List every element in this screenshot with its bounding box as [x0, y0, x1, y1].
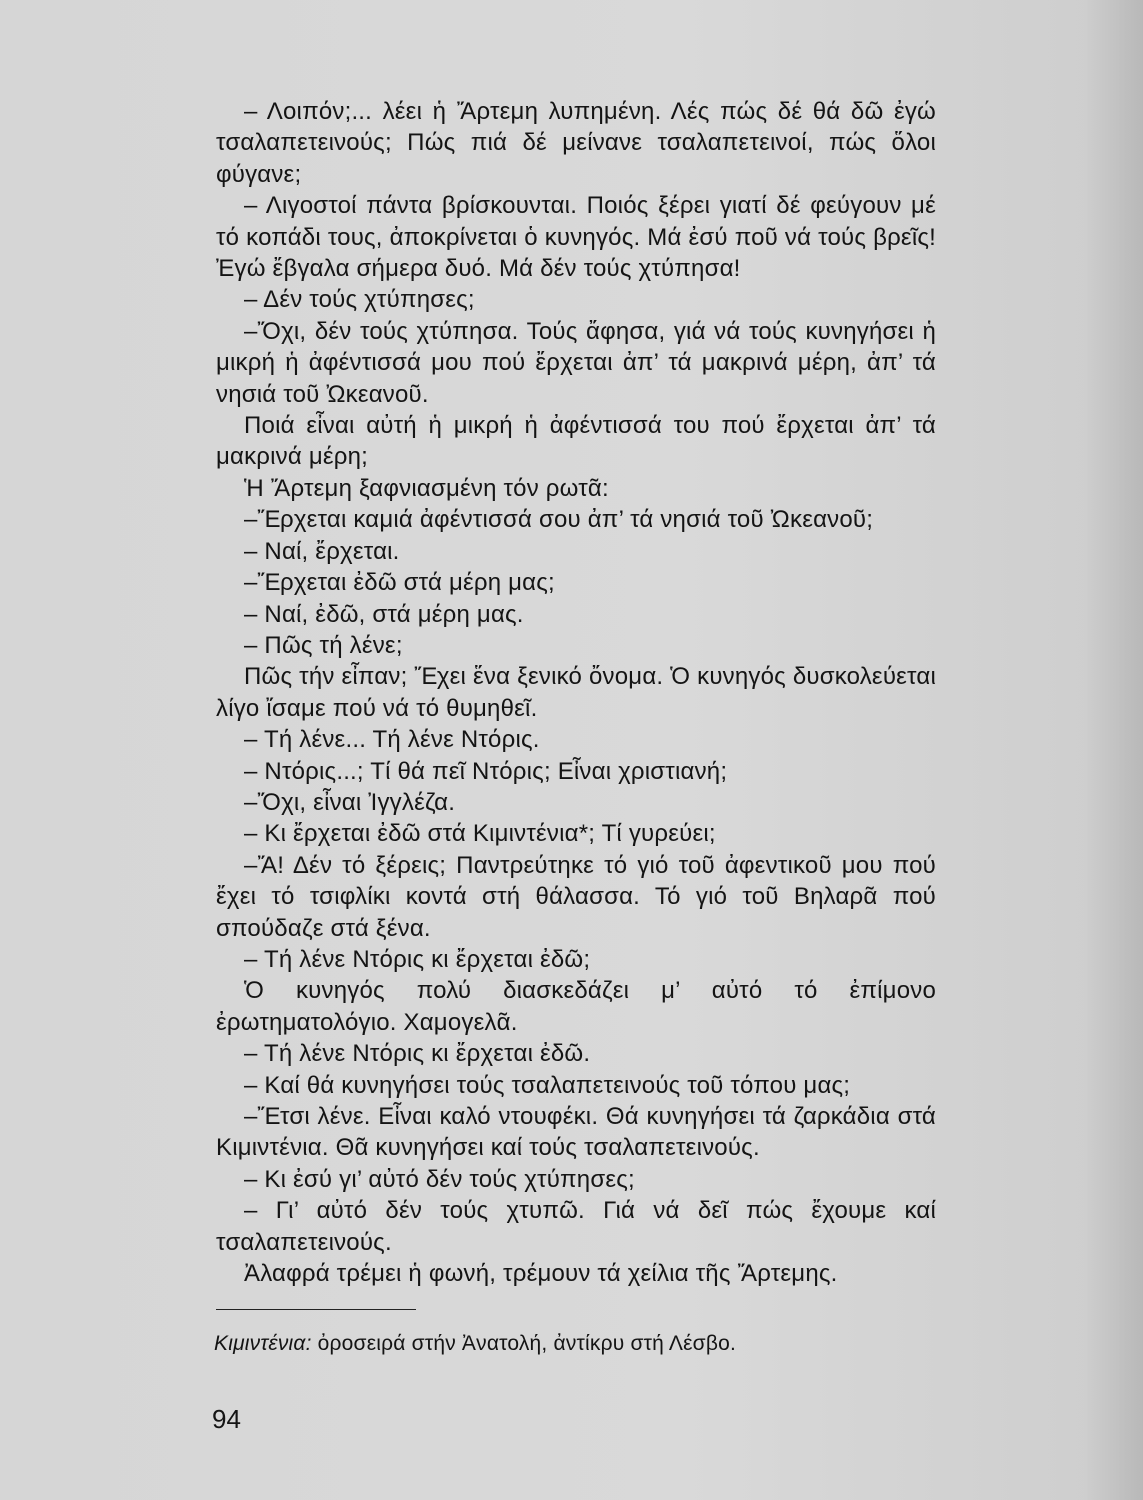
- paragraph: –Ὄχι, δέν τούς χτύπησα. Τούς ἄφησα, γιά νά τούς κυνηγήσει ἡ μικρή ἡ ἀφέντισσά μου πού ἔρχεται ἀπ’ τά μακρινά μέρη, ἀπ’ τά νησιά τοῦ Ὠκεανοῦ.: [216, 317, 936, 408]
- page-number: 94: [212, 1404, 241, 1434]
- paragraph: – Ναί, ἐδῶ, στά μέρη μας.: [244, 600, 524, 628]
- paragraph: – Ναί, ἔρχεται.: [244, 537, 400, 565]
- paragraph: – Κι ἐσύ γι’ αὐτό δέν τούς χτύπησες;: [244, 1165, 635, 1193]
- paragraph: – Γι’ αὐτό δέν τούς χτυπῶ. Γιά νά δεῖ πώς ἔχουμε καί τσαλαπετεινούς.: [216, 1197, 936, 1256]
- paragraph: – Τή λένε Ντόρις κι ἔρχεται ἐδῶ;: [244, 945, 591, 973]
- paragraph: –Ἔτσι λένε. Εἶναι καλό ντουφέκι. Θά κυνηγήσει τά ζαρκάδια στά Κιμιντένια. Θᾶ κυνηγήσει καί τούς τσαλαπετεινούς.: [216, 1103, 936, 1162]
- paragraph: – Δέν τούς χτύπησες;: [244, 286, 475, 314]
- paragraph: Ἀλαφρά τρέμει ἡ φωνή, τρέμουν τά χείλια τῆς Ἄρτεμης.: [244, 1260, 838, 1288]
- paragraph: – Τή λένε... Τή λένε Ντόρις.: [244, 726, 540, 754]
- footnote: [214, 1330, 934, 1358]
- paragraph: Πῶς τήν εἶπαν; Ἔχει ἕνα ξενικό ὄνομα. Ὁ κυνηγός δυσκολεύεται λίγο ἴσαμε πού νά τό θυμηθεῖ.: [216, 663, 936, 722]
- paragraph: – Καί θά κυνηγήσει τούς τσαλαπετεινούς τοῦ τόπου μας;: [244, 1071, 851, 1099]
- paragraph: –Ὄχι, εἶναι Ἰγγλέζα.: [244, 788, 456, 816]
- paragraph: – Κι ἔρχεται ἐδῶ στά Κιμιντένια*; Τί γυρεύει;: [244, 820, 716, 848]
- paragraph: Ἡ Ἄρτεμη ξαφνιασμένη τόν ρωτᾶ:: [244, 474, 609, 502]
- footnote-divider: [216, 1309, 416, 1310]
- paragraph: – Πῶς τή λένε;: [244, 631, 403, 659]
- paragraph: Ποιά εἶναι αὐτή ἡ μικρή ἡ ἀφέντισσά του πού ἔρχεται ἀπ’ τά μακρινά μέρη;: [216, 412, 936, 471]
- paragraph: – Λιγοστοί πάντα βρίσκουνται. Ποιός ξέρει γιατί δέ φεύγουν μέ τό κοπάδι τους, ἀποκρίνεται ὁ κυνηγός. Μά ἐσύ ποῦ νά τούς βρεῖς! Ἐγώ ἔβγαλα σήμερα δυό. Μά δέν τούς χτύπησα!: [216, 192, 936, 283]
- page-spine-shadow: [1083, 0, 1143, 1500]
- paragraph: –Ἔρχεται καμιά ἀφέντισσά σου ἀπ’ τά νησιά τοῦ Ὠκεανοῦ;: [244, 506, 874, 534]
- paragraph: – Τή λένε Ντόρις κι ἔρχεται ἐδῶ.: [244, 1040, 591, 1068]
- paragraph: –Ἔρχεται ἐδῶ στά μέρη μας;: [244, 569, 555, 597]
- paragraph: – Λοιπόν;... λέει ἡ Ἄρτεμη λυπημένη. Λές πώς δέ θά δῶ ἐγώ τσαλαπετεινούς; Πώς πιά δέ μείνανε τσαλαπετεινοί, πώς ὅλοι φύγανε;: [216, 98, 936, 188]
- footnote-text: ὀροσειρά στήν Ἀνατολή, ἀντίκρυ στή Λέσβο.: [311, 1332, 737, 1355]
- paragraph: – Ντόρις...; Τί θά πεῖ Ντόρις; Εἶναι χριστιανή;: [244, 757, 728, 785]
- footnote-term: Κιμιντένια:: [214, 1332, 312, 1355]
- paragraph: Ὁ κυνηγός πολύ διασκεδάζει μ’ αὐτό τό ἐπίμονο ἐρωτηματολόγιο. Χαμογελᾶ.: [216, 977, 936, 1036]
- body-text: [216, 96, 936, 1289]
- paragraph: –Ἄ! Δέν τό ξέρεις; Παντρεύτηκε τό γιό τοῦ ἀφεντικοῦ μου πού ἔχει τό τσιφλίκι κοντά στή θάλασσα. Τό γιό τοῦ Βηλαρᾶ πού σπούδαζε στά ξένα.: [216, 851, 936, 942]
